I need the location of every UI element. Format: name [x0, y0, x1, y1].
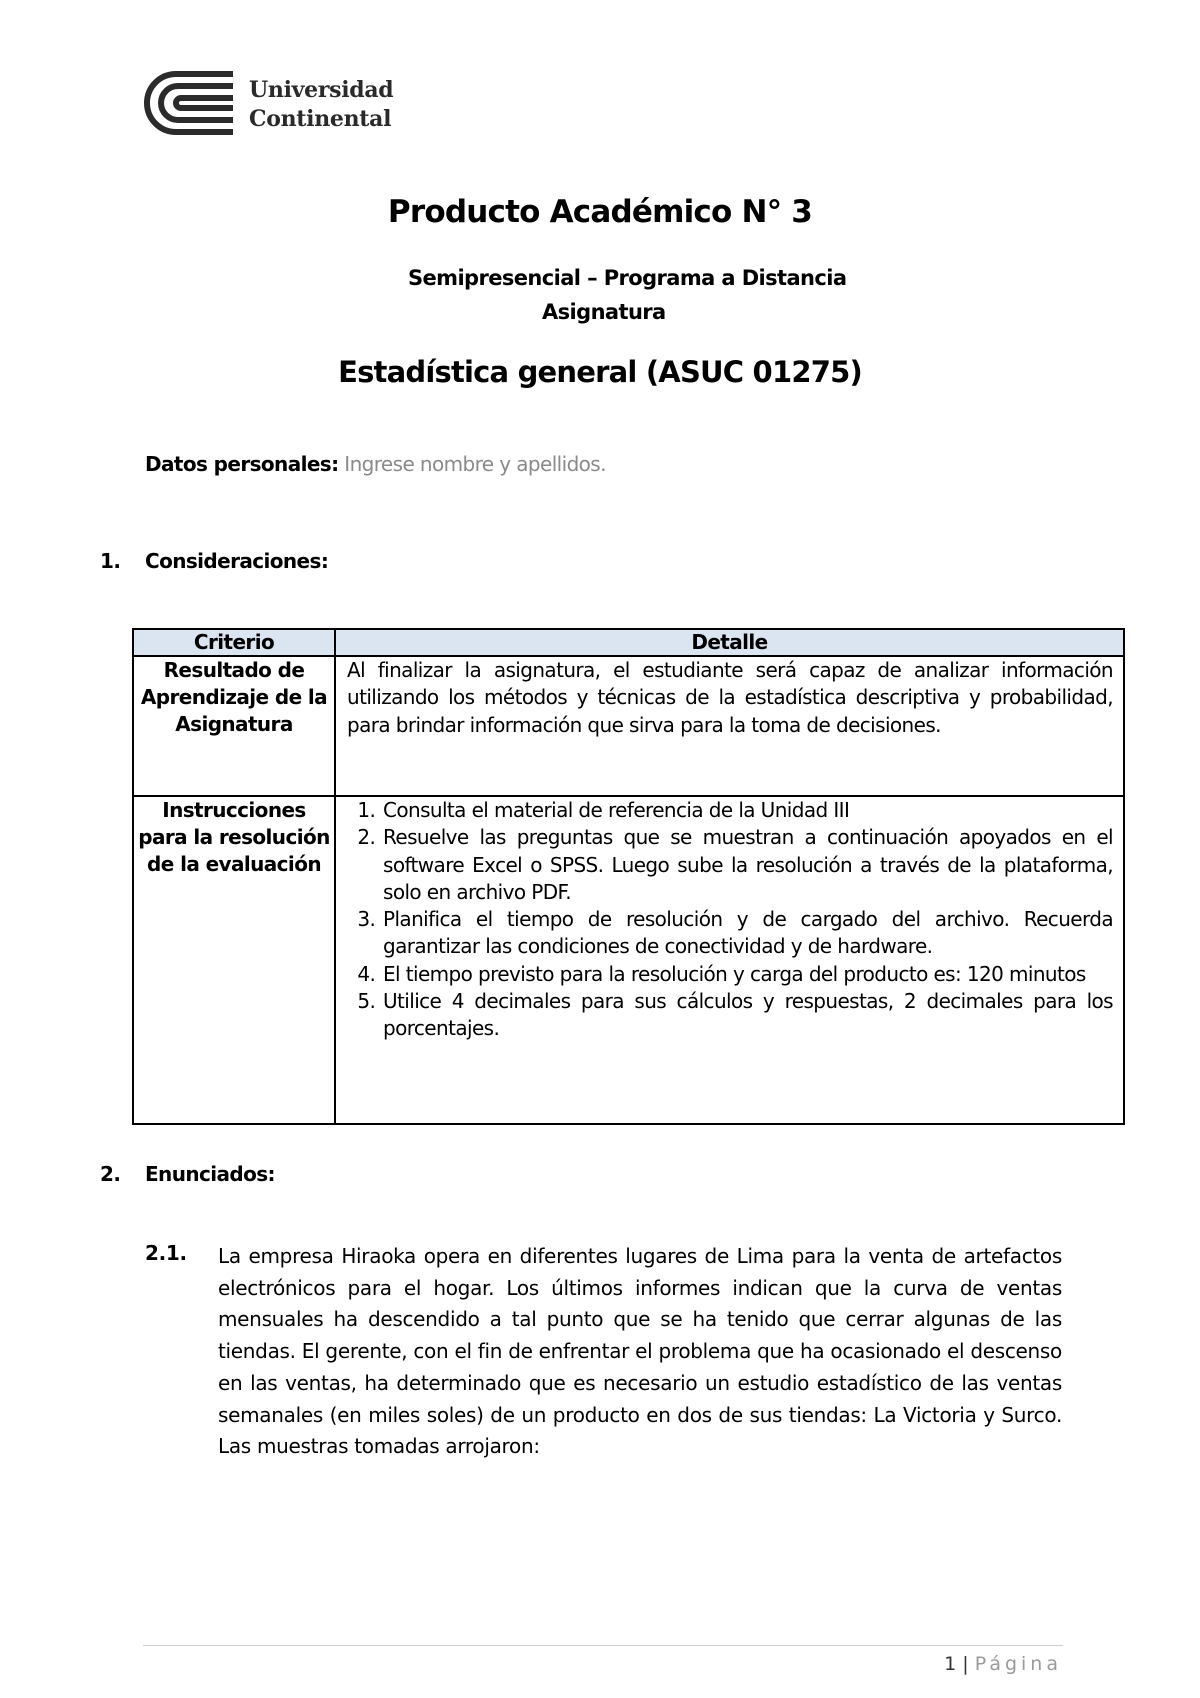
- detalle-cell: Al finalizar la asignatura, el estudiante será capaz de analizar información utilizando los métodos y técnicas de la estadística descriptiva y probabilidad, para brindar información que sirva para la toma de decisiones.: [335, 656, 1124, 796]
- personal-data: [145, 452, 606, 476]
- footer-separator: |: [962, 1653, 969, 1675]
- header-detalle: Detalle: [335, 629, 1124, 656]
- modality: Semipresencial – Programa a Distancia: [408, 266, 847, 290]
- subject-label: Asignatura: [542, 300, 666, 324]
- statement-2-1: [145, 1241, 1062, 1463]
- list-item: 2. Resuelve las preguntas que se muestran a continuación apoyados en el software Excel o SPSS. Luego sube la resolución a través de la plataforma, solo en archivo PDF.: [381, 824, 1113, 906]
- table-header-row: [133, 629, 1124, 656]
- university-logo: [143, 70, 393, 140]
- logo-line-2: Continental: [249, 106, 392, 132]
- criterio-cell: Instrucciones para la resolución de la evaluación: [133, 796, 335, 1124]
- personal-data-label: Datos personales:: [145, 452, 339, 476]
- section-2-title: Enunciados:: [145, 1162, 275, 1186]
- section-2-heading: [100, 1162, 275, 1186]
- detalle-cell: [335, 796, 1124, 1124]
- table-row: [133, 656, 1124, 796]
- section-1-number: 1.: [100, 549, 121, 573]
- list-item: 5. Utilice 4 decimales para sus cálculos y respuestas, 2 decimales para los porcentajes.: [381, 988, 1113, 1043]
- table-row: [133, 796, 1124, 1124]
- criterio-cell: Resultado de Aprendizaje de la Asignatura: [133, 656, 335, 796]
- statement-number: 2.1.: [145, 1241, 187, 1265]
- section-1-title: Consideraciones:: [145, 549, 329, 573]
- statement-text: La empresa Hiraoka opera en diferentes lugares de Lima para la venta de artefactos electrónicos para el hogar. Los últimos informes indican que la curva de ventas mensuales ha descendido a tal punto que se ha tenido que cerrar algunas de las tiendas. El gerente, con el fin de enfrentar el problema que ha ocasionado el descenso en las ventas, ha determinado que es necesario un estudio estadístico de las ventas semanales (en miles soles) de un producto en dos de sus tiendas: La Victoria y Surco. Las muestras tomadas arrojaron:: [218, 1244, 1062, 1459]
- header-criterio: Criterio: [133, 629, 335, 656]
- course-name: Estadística general (ASUC 01275): [338, 355, 862, 389]
- document-title: Producto Académico N° 3: [387, 194, 813, 230]
- instructions-list: [347, 797, 1113, 1043]
- page-label: Página: [974, 1653, 1062, 1675]
- page-footer: [944, 1653, 1062, 1675]
- section-2-number: 2.: [100, 1162, 121, 1186]
- list-item: 4. El tiempo previsto para la resolución y carga del producto es: 120 minutos: [381, 961, 1113, 988]
- criteria-table: [132, 628, 1125, 1125]
- personal-data-field[interactable]: Ingrese nombre y apellidos.: [344, 452, 606, 476]
- list-item: 3. Planifica el tiempo de resolución y de cargado del archivo. Recuerda garantizar las condiciones de conectividad y de hardware.: [381, 906, 1113, 961]
- page-number: 1: [944, 1653, 957, 1675]
- section-1-heading: [100, 549, 328, 573]
- list-item: 1. Consulta el material de referencia de la Unidad III: [381, 797, 1113, 824]
- logo-mark-icon: [143, 70, 239, 136]
- footer-divider: [143, 1645, 1063, 1646]
- logo-text: [249, 76, 393, 134]
- logo-line-1: Universidad: [249, 77, 394, 103]
